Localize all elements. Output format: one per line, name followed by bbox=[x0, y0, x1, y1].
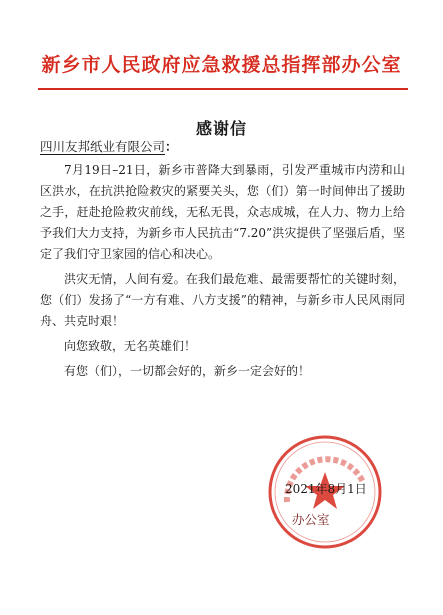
seal-caption: 办公室 bbox=[292, 512, 330, 527]
letter-date: 2021年8月1日 bbox=[285, 482, 367, 496]
body-paragraph: 7月19日–21日，新乡市普降大到暴雨，引发严重城市内涝和山区洪水，在抗洪抢险救灾的紧要关头，您（们）第一时间伸出了援助之手，赶赴抢险救灾前线，无私无畏，众志成城，在人力、物力上给予我们大力支持，为新乡市人民抗击“7.20”洪灾提供了坚强后盾，坚定了我们守卫家园的信心和决心。 bbox=[40, 163, 405, 261]
recipient-name: 四川友邦纸业有限公司 bbox=[40, 139, 166, 154]
body-paragraph: 洪灾无情，人间有爱。在我们最危难、最需要帮忙的关键时刻，您（们）发扬了“一方有难、八方支援”的精神，与新乡市人民风雨同舟、共克时艰！ bbox=[40, 272, 405, 328]
body-paragraph: 向您致敬，无名英雄们！ bbox=[64, 339, 197, 353]
letter-title: 感谢信 bbox=[195, 119, 247, 138]
recipient-colon: ： bbox=[165, 139, 178, 154]
org-header-title: 新乡市人民政府应急救援总指挥部办公室 bbox=[41, 54, 402, 76]
header-divider bbox=[38, 88, 408, 90]
body-paragraph: 有您（们），一切都会好的，新乡一定会好的！ bbox=[64, 364, 311, 378]
recipient-line bbox=[40, 137, 178, 155]
letter-body bbox=[40, 160, 405, 382]
